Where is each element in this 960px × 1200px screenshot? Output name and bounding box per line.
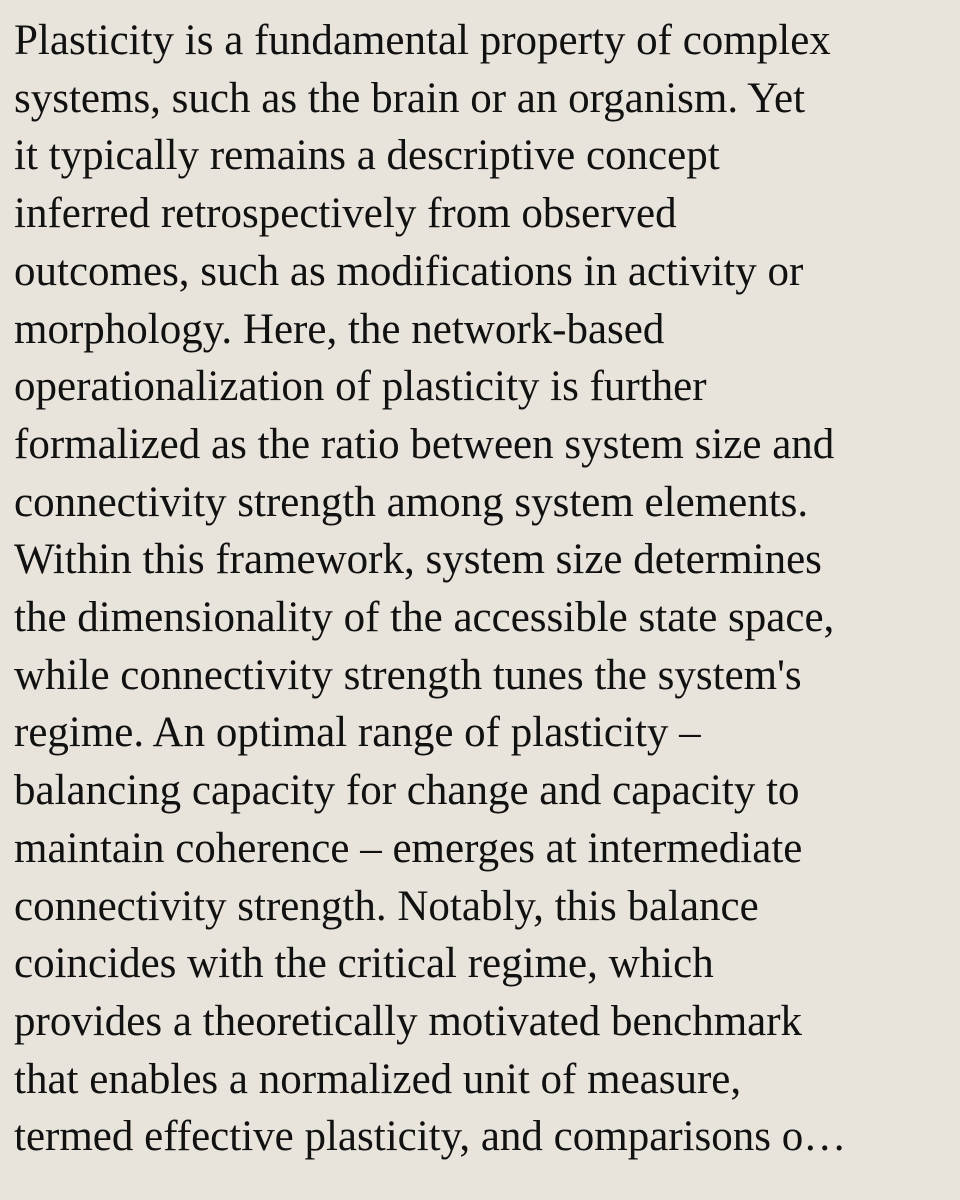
text-line: inferred retrospectively from observed [14, 190, 677, 238]
text-line: regime. An optimal range of plasticity – [14, 709, 701, 757]
text-line: operationalization of plasticity is further [14, 363, 707, 411]
text-line: outcomes, such as modifications in activity or [14, 247, 804, 295]
text-line: balancing capacity for change and capacity to [14, 767, 800, 815]
text-line: Within this framework, system size determines [14, 536, 822, 584]
abstract-text [14, 12, 846, 1166]
text-line: that enables a normalized unit of measure, [14, 1055, 742, 1103]
text-line: Plasticity is a fundamental property of complex [14, 17, 831, 64]
text-line: formalized as the ratio between system size and [14, 420, 835, 468]
text-line: systems, such as the brain or an organism. Yet [14, 74, 806, 122]
text-line: the dimensionality of the accessible state space, [14, 594, 835, 642]
text-line: maintain coherence – emerges at intermediate [14, 824, 803, 872]
text-line: coincides with the critical regime, which [14, 940, 714, 988]
text-line: morphology. Here, the network-based [14, 305, 665, 353]
text-line: provides a theoretically motivated benchmark [14, 997, 803, 1045]
text-line: connectivity strength among system elements. [14, 478, 809, 526]
text-line: connectivity strength. Notably, this balance [14, 882, 759, 930]
text-line: termed effective plasticity, and comparisons o… [14, 1113, 847, 1161]
text-line: while connectivity strength tunes the system's [14, 651, 802, 699]
text-line: it typically remains a descriptive concept [14, 132, 720, 180]
